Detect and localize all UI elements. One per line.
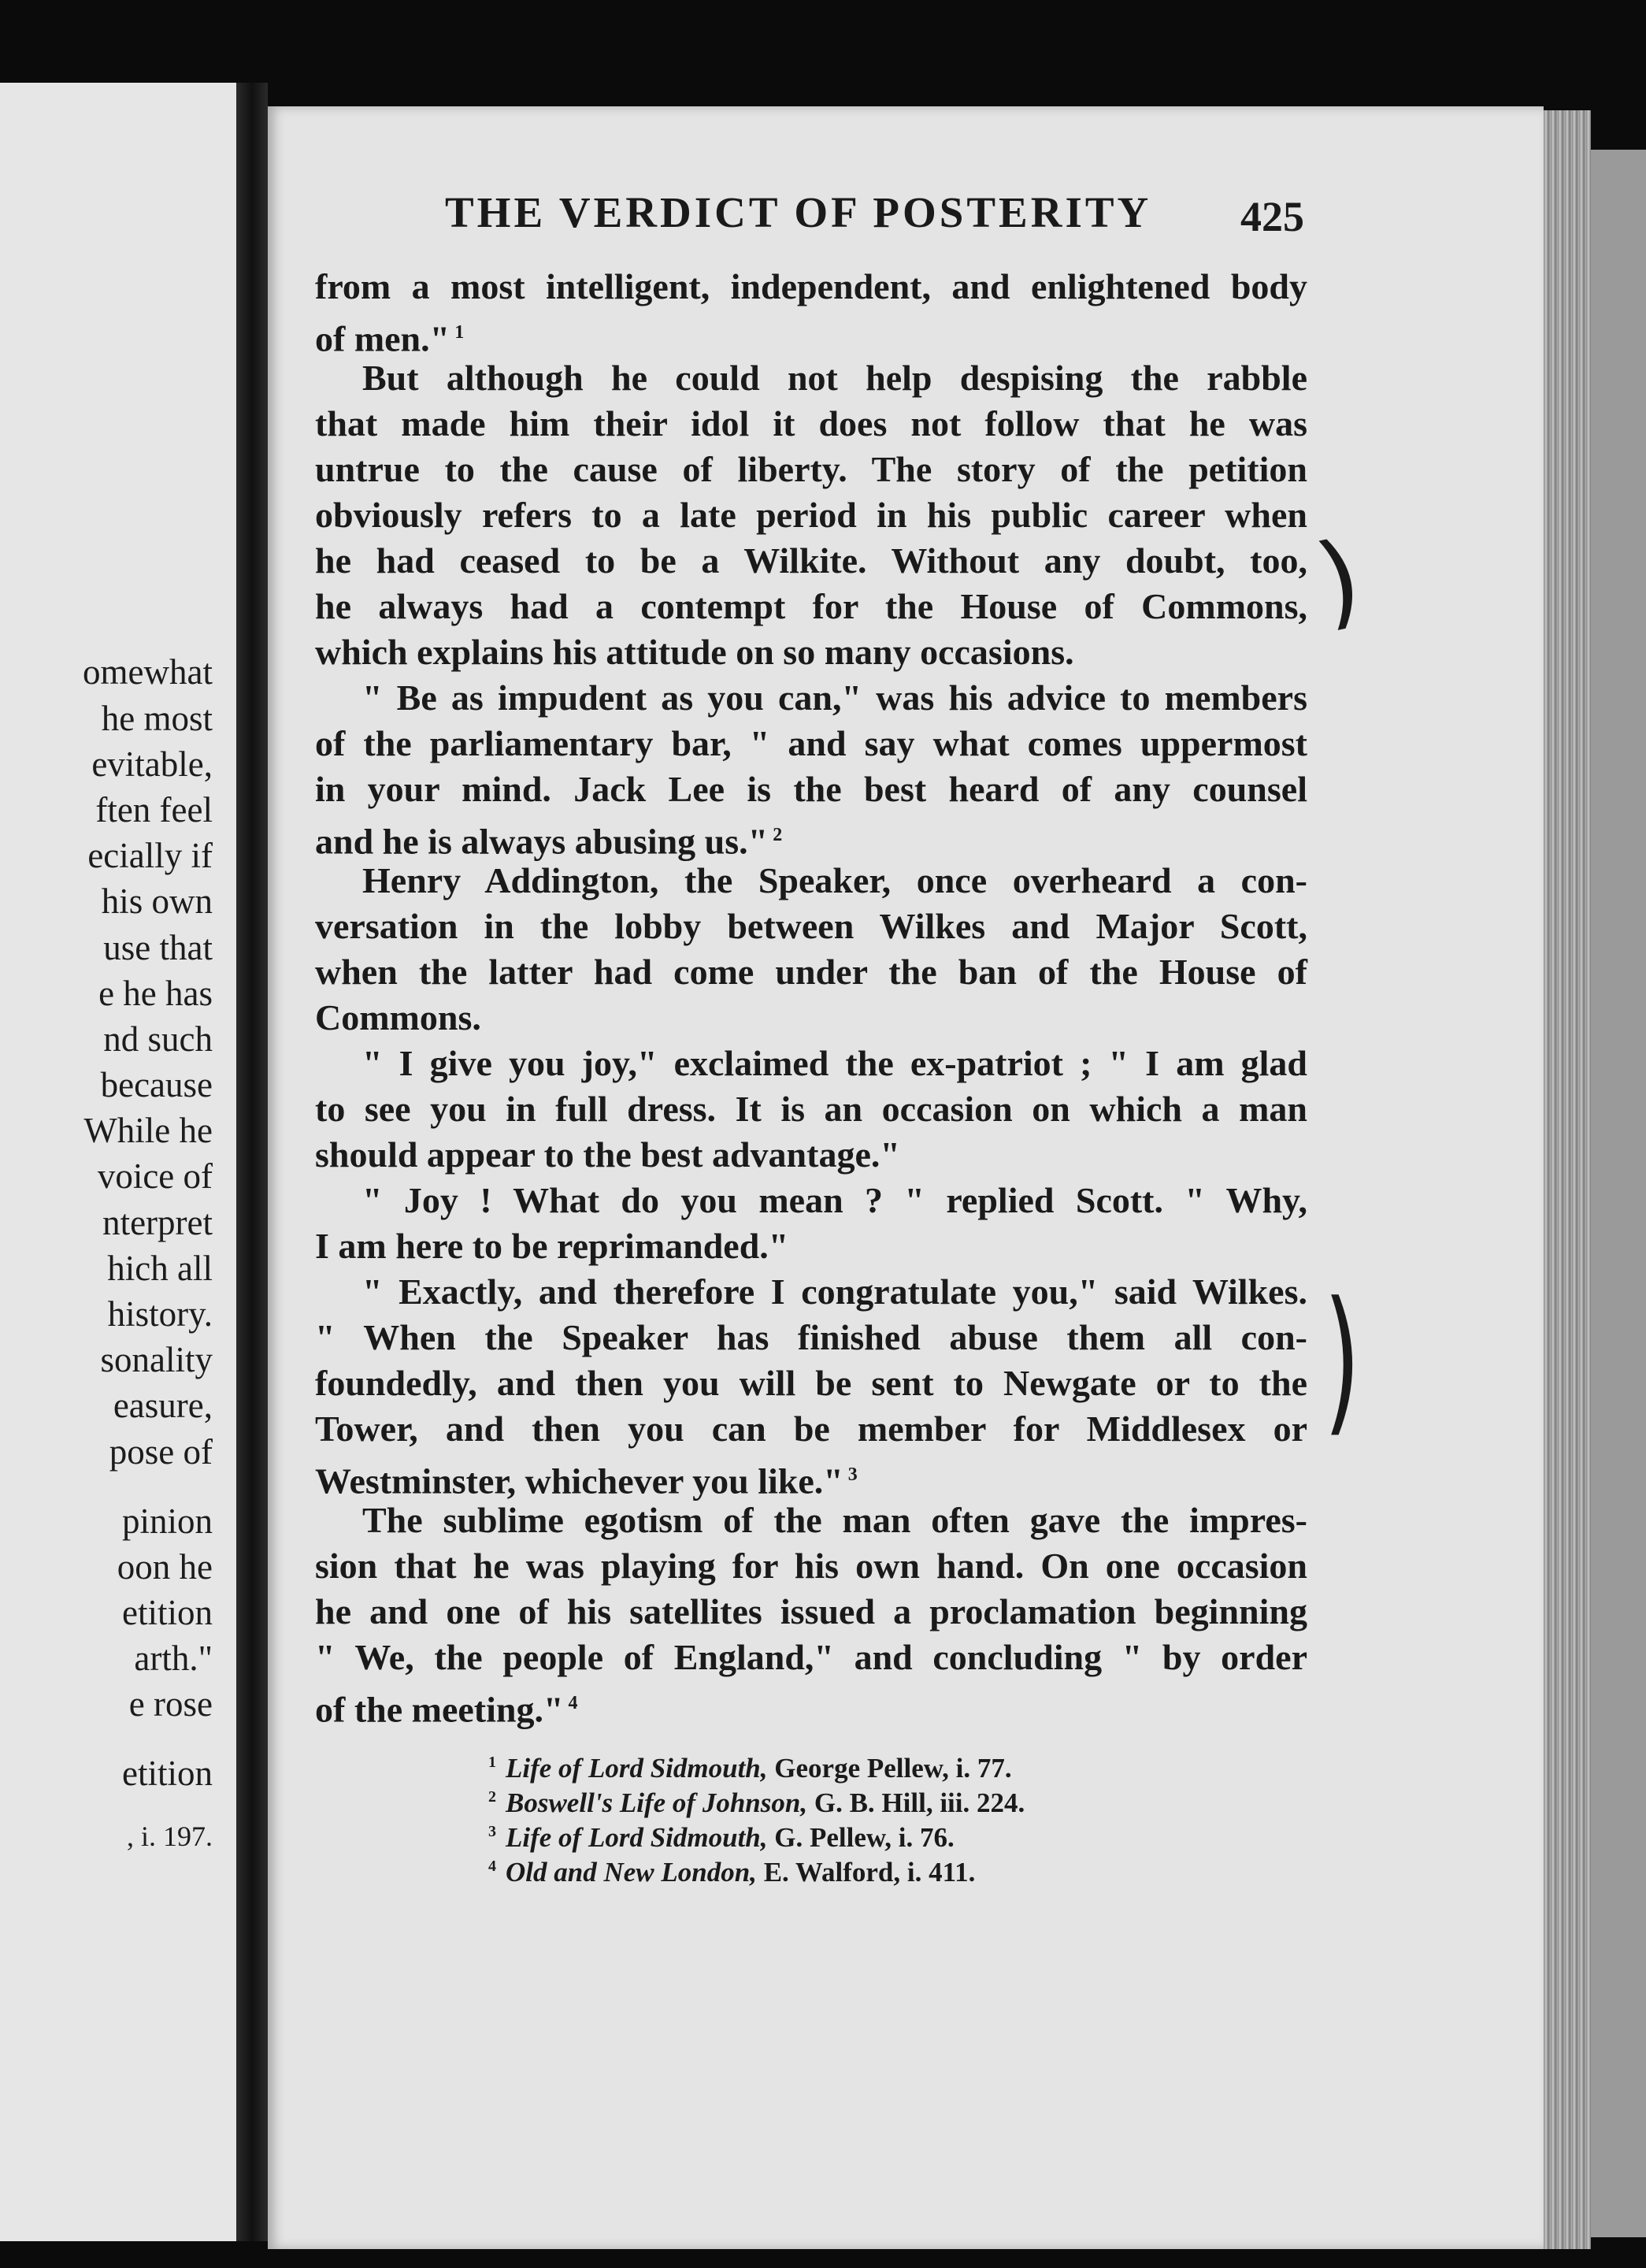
text-line: in your mind. Jack Lee is the best heard of any counsel xyxy=(315,769,1307,809)
footnote: $^2$ Boswell's Life of Johnson, G. B. Hill, iii. 224. xyxy=(488,1787,1025,1818)
left-fragment: arth." xyxy=(134,1639,213,1678)
footnote: $^3$ Life of Lord Sidmouth, G. Pellew, i. 76. xyxy=(488,1822,955,1853)
text-line: and he is always abusing us." $^2$ xyxy=(315,821,783,862)
text-line: " We, the people of England," and concluding " by order xyxy=(315,1637,1307,1677)
text-line: I am here to be reprimanded." xyxy=(315,1226,789,1266)
left-fragment: e he has xyxy=(98,974,213,1013)
left-fragment: evitable, xyxy=(91,744,213,784)
text-line: versation in the lobby between Wilkes and Major Scott, xyxy=(315,906,1307,946)
left-fragment: his own xyxy=(101,882,213,921)
left-fragment: easure, xyxy=(113,1386,213,1425)
left-fragment: use that xyxy=(103,928,213,967)
text-line: to see you in full dress. It is an occasion on which a man xyxy=(315,1089,1307,1129)
text-line: " Be as impudent as you can," was his advice to members xyxy=(362,677,1307,718)
margin-bracket-mark: ) xyxy=(1307,517,1371,643)
text-line: Henry Addington, the Speaker, once overheard a con- xyxy=(362,860,1307,900)
text-line: " When the Speaker has finished abuse them all con- xyxy=(315,1317,1307,1357)
right-edge xyxy=(1591,150,1646,2237)
text-line: he always had a contempt for the House of Commons, xyxy=(315,586,1307,626)
left-fragment: etition xyxy=(122,1593,213,1632)
text-line: " Joy ! What do you mean ? " replied Scott. " Why, xyxy=(362,1180,1307,1220)
left-fragment: pose of xyxy=(109,1432,213,1472)
margin-bracket-mark: ) xyxy=(1323,1268,1361,1452)
book-gutter xyxy=(236,83,268,2241)
left-fragment: nterpret xyxy=(102,1203,213,1242)
left-fragment: voice of xyxy=(97,1156,213,1196)
text-line: obviously refers to a late period in his public career when xyxy=(315,495,1307,535)
left-fragment: ecially if xyxy=(87,836,213,875)
footnote-ref: 3 xyxy=(847,1464,858,1485)
text-line: should appear to the best advantage." xyxy=(315,1134,900,1175)
left-fragment: etition xyxy=(122,1754,213,1793)
footnote-ref: 4 xyxy=(568,1693,578,1713)
left-fragment: history. xyxy=(107,1294,213,1334)
left-fragment: , i. 197. xyxy=(126,1821,213,1852)
text-line: " I give you joy," exclaimed the ex-patriot ; " I am glad xyxy=(362,1043,1307,1083)
left-fragment: oon he xyxy=(117,1547,213,1587)
left-fragment: nd such xyxy=(103,1019,213,1059)
text-line: that made him their idol it does not follow that he was xyxy=(315,403,1307,444)
text-line: which explains his attitude on so many occasions. xyxy=(315,632,1074,672)
left-fragment: ften feel xyxy=(95,790,213,830)
running-title: THE VERDICT OF POSTERITY xyxy=(445,188,1152,236)
left-page-text xyxy=(0,83,236,2241)
page-header xyxy=(445,187,1311,243)
text-line: of the meeting." $^4$ xyxy=(315,1689,578,1730)
text-line: " Exactly, and therefore I congratulate you," said Wilkes. xyxy=(362,1271,1307,1312)
text-line: Commons. xyxy=(315,997,481,1037)
text-line: But although he could not help despising the rabble xyxy=(362,358,1307,398)
left-fragment: sonality xyxy=(100,1340,213,1379)
left-fragment: because xyxy=(100,1065,213,1104)
text-line: he had ceased to be a Wilkite. Without any doubt, too, xyxy=(315,540,1307,581)
text-line: sion that he was playing for his own hand. On one occasion xyxy=(315,1546,1307,1586)
text-line: Tower, and then you can be member for Middlesex or xyxy=(315,1409,1307,1449)
text-line: foundedly, and then you will be sent to Newgate or to the xyxy=(315,1363,1307,1403)
left-fragment: While he xyxy=(83,1111,213,1150)
footnote-ref: 2 xyxy=(773,825,783,845)
left-fragment: e rose xyxy=(128,1684,213,1724)
text-line: he and one of his satellites issued a proclamation beginning xyxy=(315,1591,1307,1631)
text-line: The sublime egotism of the man often gave the impres- xyxy=(362,1500,1307,1540)
text-line: untrue to the cause of liberty. The story of the petition xyxy=(315,449,1307,489)
text-line: Westminster, whichever you like." $^3$ xyxy=(315,1461,858,1501)
left-facing-page xyxy=(0,83,236,2241)
footnote: $^1$ Life of Lord Sidmouth, George Pellew, i. 77. xyxy=(488,1753,1012,1784)
text-line: when the latter had come under the ban of the House of xyxy=(315,952,1307,992)
text-line: from a most intelligent, independent, and enlightened body xyxy=(315,266,1307,306)
footnote: $^4$ Old and New London, E. Walford, i. 411. xyxy=(488,1857,976,1888)
text-line: of men." $^1$ xyxy=(315,318,465,359)
left-fragment: he most xyxy=(101,699,213,738)
page-number: 425 xyxy=(1240,193,1304,240)
text-line: of the parliamentary bar, " and say what comes uppermost xyxy=(315,723,1307,763)
left-fragment: pinion xyxy=(121,1501,213,1541)
footnote-ref: 1 xyxy=(454,322,465,343)
page-edges xyxy=(1544,110,1591,2249)
left-fragment: hich all xyxy=(107,1249,213,1288)
left-fragment: omewhat xyxy=(83,652,213,692)
